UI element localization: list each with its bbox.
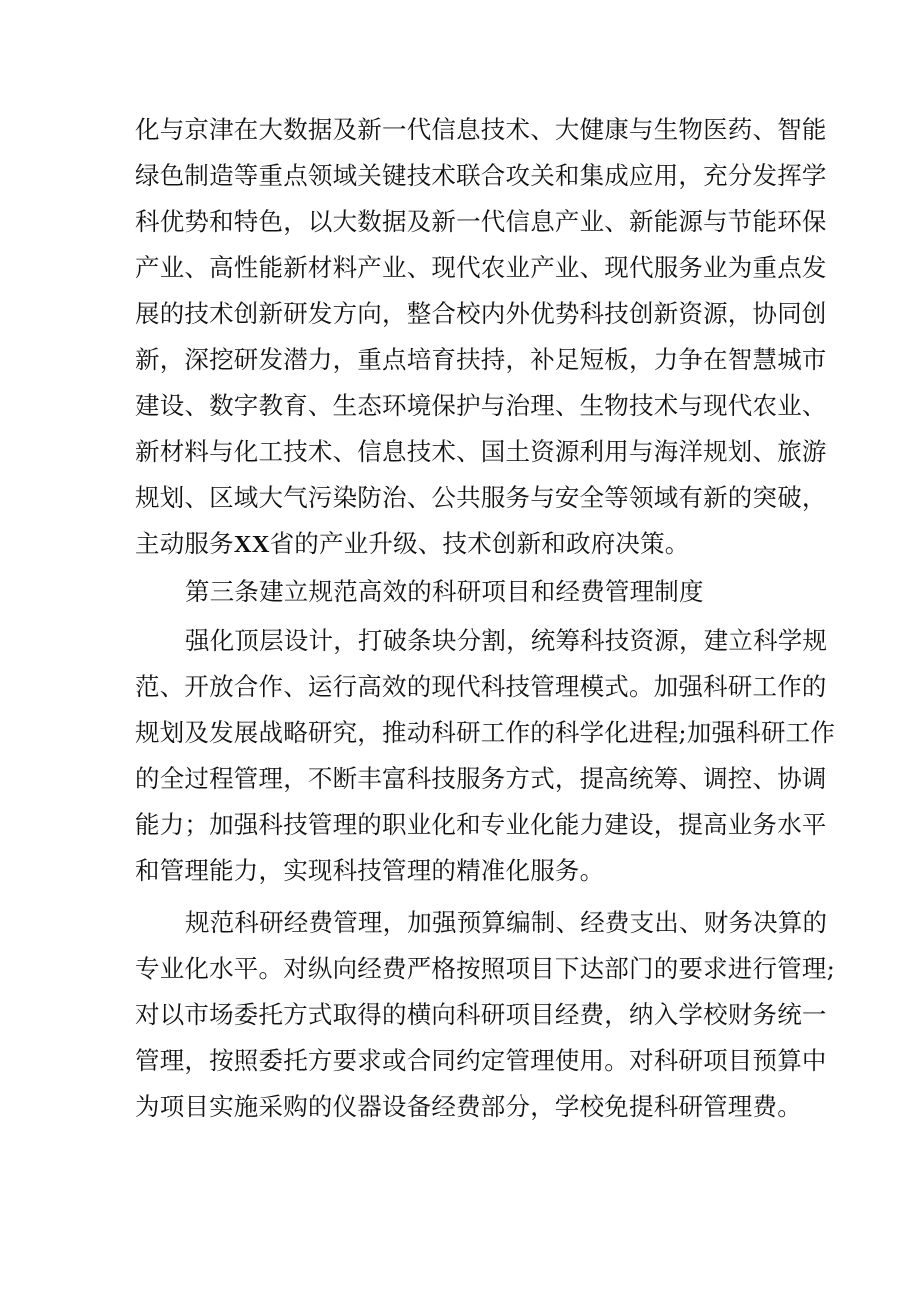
section-heading: 第三条建立规范高效的科研项目和经费管理制度	[185, 577, 704, 606]
paragraph-line: 为项目实施采购的仪器设备经费部分，学校免提科研管理费。	[135, 1092, 802, 1121]
paragraph-line: 能力；加强科技管理的职业化和专业化能力建设，提高业务水平	[135, 810, 827, 839]
last-line-prefix: 主动服务	[135, 529, 234, 558]
paragraph-line: 产业、高性能新材料产业、现代农业产业、现代服务业为重点发	[135, 253, 827, 282]
paragraph-line: 规范科研经费管理，加强预算编制、经费支出、财务决算的	[185, 908, 828, 937]
paragraph-line: 对以市场委托方式取得的横向科研项目经费，纳入学校财务统一	[135, 1000, 827, 1029]
paragraph-line: 科优势和特色，以大数据及新一代信息产业、新能源与节能环保	[135, 207, 827, 236]
paragraph-line: 新材料与化工技术、信息技术、国土资源利用与海洋规划、旅游	[135, 437, 827, 466]
paragraph-line: 管理，按照委托方要求或合同约定管理使用。对科研项目预算中	[135, 1046, 827, 1075]
paragraph-line: 规划、区域大气污染防治、公共服务与安全等领域有新的突破，	[135, 483, 827, 512]
paragraph-line: 建设、数字教育、生态环境保护与治理、生物技术与现代农业、	[135, 391, 827, 420]
paragraph-line: 范、开放合作、运行高效的现代科技管理模式。加强科研工作的	[135, 672, 827, 701]
paragraph-line: 规划及发展战略研究，推动科研工作的科学化进程;加强科研工作	[135, 718, 836, 747]
paragraph-line: 和管理能力，实现科技管理的精准化服务。	[135, 856, 605, 885]
province-placeholder: XX	[233, 531, 270, 558]
paragraph-line: 强化顶层设计，打破条块分割，统筹科技资源，建立科学规	[185, 626, 828, 655]
last-line-suffix: 省的产业升级、技术创新和政府决策。	[269, 529, 690, 558]
paragraph-line: 绿色制造等重点领域关键技术联合攻关和集成应用，充分发挥学	[135, 161, 827, 190]
paragraph-last-line	[135, 529, 690, 560]
paragraph-line: 展的技术创新研发方向，整合校内外优势科技创新资源，协同创	[135, 299, 827, 328]
paragraph-line: 的全过程管理，不断丰富科技服务方式，提高统筹、调控、协调	[135, 764, 827, 793]
paragraph-line: 新，深挖研发潜力，重点培育扶持，补足短板，力争在智慧城市	[135, 345, 827, 374]
paragraph-line: 化与京津在大数据及新一代信息技术、大健康与生物医药、智能	[135, 115, 827, 144]
paragraph-line: 专业化水平。对纵向经费严格按照项目下达部门的要求进行管理;	[135, 954, 836, 983]
